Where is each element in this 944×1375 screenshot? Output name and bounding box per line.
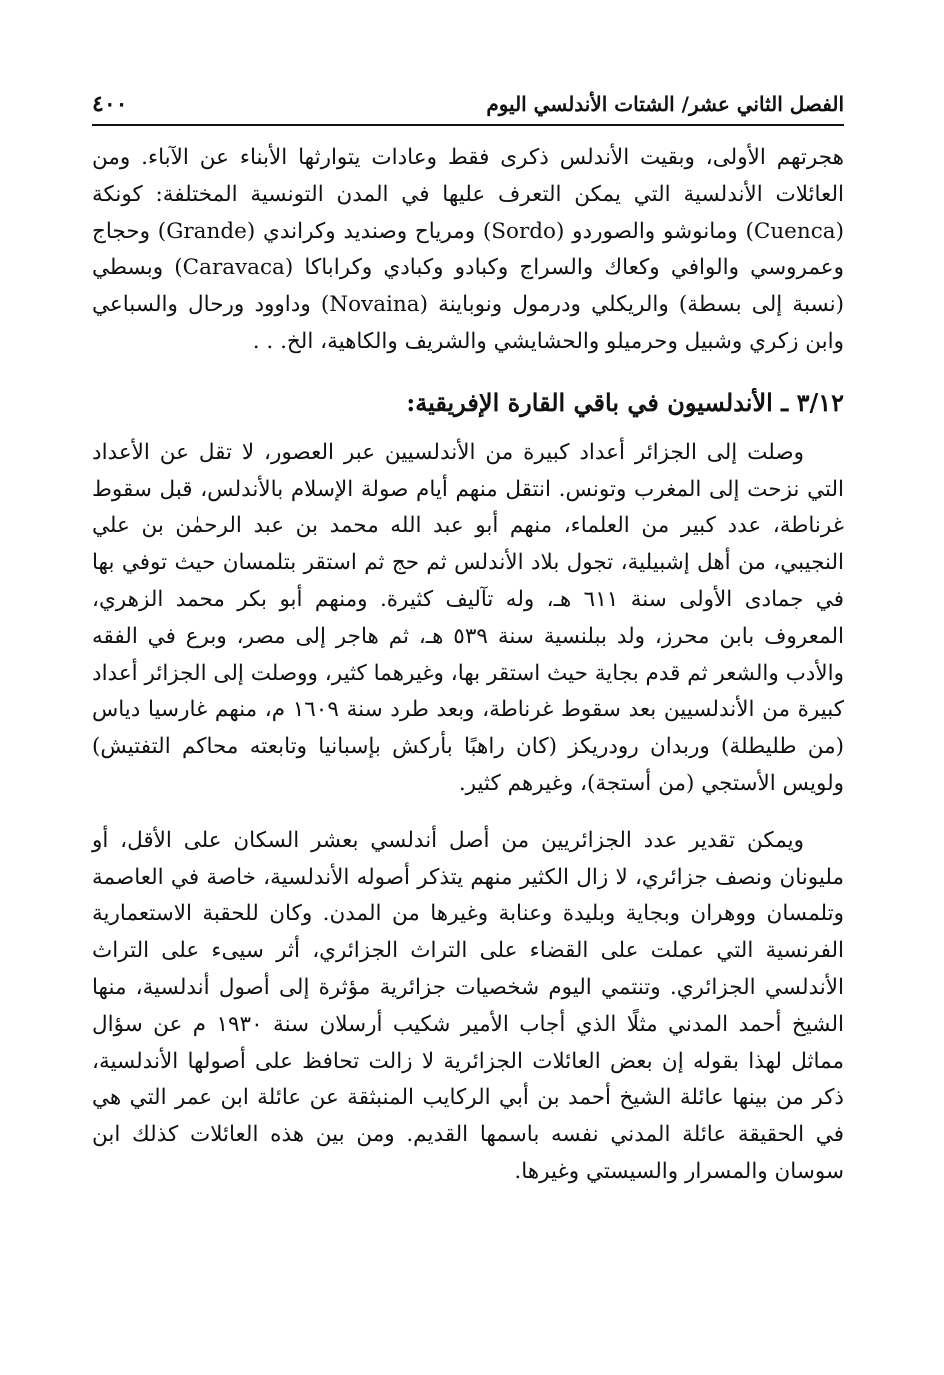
section-heading: ٣/١٢ ـ الأندلسيون في باقي القارة الإفريقية: (406, 387, 844, 417)
chapter-title: الفصل الثاني عشر/ الشتات الأندلسي اليوم (486, 92, 844, 116)
running-header (92, 84, 844, 126)
paragraph-tunisian-families: هجرتهم الأولى، وبقيت الأندلس ذكرى فقط وعادات يتوارثها الأبناء عن الآباء. ومن العائلات الأندلسية التي يمكن التعرف عليها في المدن التونسية المختلفة: كونكة (Cuenca) ومانوشو والصوردو (Sordo) ومرياح وصنديد وكراندي (Grande) وحجاج وعمروسي والوافي وكعاك والسراج وكبادو وكبادي وكراباكا (Caravaca) وبسطي (نسبة إلى بسطة) والريكلي ودرمول ونوباينة (Novaina) وداوود ورحال والسباعي وابن زكري وشبيل وحرميلو والحشايشي والشريف والكاهية، الخ. . . (92, 145, 844, 354)
page-number: ٤٠٠ (92, 91, 128, 117)
paragraph-algeria-arrivals: وصلت إلى الجزائر أعداد كبيرة من الأندلسيين عبر العصور، لا تقل عن الأعداد التي نزحت إلى المغرب وتونس. انتقل منهم أيام صولة الإسلام بالأندلس، قبل سقوط غرناطة، عدد كبير من العلماء، منهم أبو عبد الله محمد بن عبد الرحمٰن بن علي النجيبي، من أهل إشبيلية، تجول بلاد الأندلس ثم حج ثم استقر بتلمسان حيث توفي بها في جمادى الأولى سنة ٦١١ هـ، وله تآليف كثيرة. ومنهم أبو بكر محمد الزهري، المعروف بابن محرز، ولد ببلنسية سنة ٥٣٩ هـ، ثم هاجر إلى مصر، وبرع في الفقه والأدب والشعر ثم قدم بجاية حيث استقر بها، وغيرهما كثير، ووصلت إلى الجزائر أعداد كبيرة من الأندلسيين بعد سقوط غرناطة، وبعد طرد سنة ١٦٠٩ م، منهم غارسيا دياس (من طليطلة) وربدان رودريكز (كان راهبًا بأركش بإسبانيا وتابعته محاكم التفتيش) ولويس الأستجي (من أستجة)، وغيرهم كثير. (92, 439, 844, 796)
paragraph-gap (92, 803, 844, 823)
paragraph-algerian-descendants: ويمكن تقدير عدد الجزائريين من أصل أندلسي بعشر السكان على الأقل، أو مليونان ونصف جزائري، لا زال الكثير منهم يتذكر أصوله الأندلسية، خاصة في العاصمة وتلمسان ووهران وبجاية وبليدة وعنابة وغيرها من المدن. وكان للحقبة الاستعمارية الفرنسية التي عملت على القضاء على التراث الجزائري، أثر سيىء على التراث الأندلسي الجزائري. وتنتمي اليوم شخصيات جزائرية مؤثرة إلى أصول أندلسية، منها الشيخ أحمد المدني مثلًا الذي أجاب الأمير شكيب أرسلان سنة ١٩٣٠ م عن سؤال مماثل لهذا بقوله إن بعض العائلات الجزائرية لا زالت تحافظ على أصولها الأندلسية، ذكر من بينها عائلة الشيخ أحمد بن أبي الركايب المنبثقة عن عائلة ابن عمر التي هي في الحقيقة عائلة المدني نفسه باسمها القديم. ومن بين هذه العائلات كذلك ابن سوسان والمسرار والسيستي وغيرها. (92, 827, 844, 1184)
page-body (92, 140, 844, 1191)
